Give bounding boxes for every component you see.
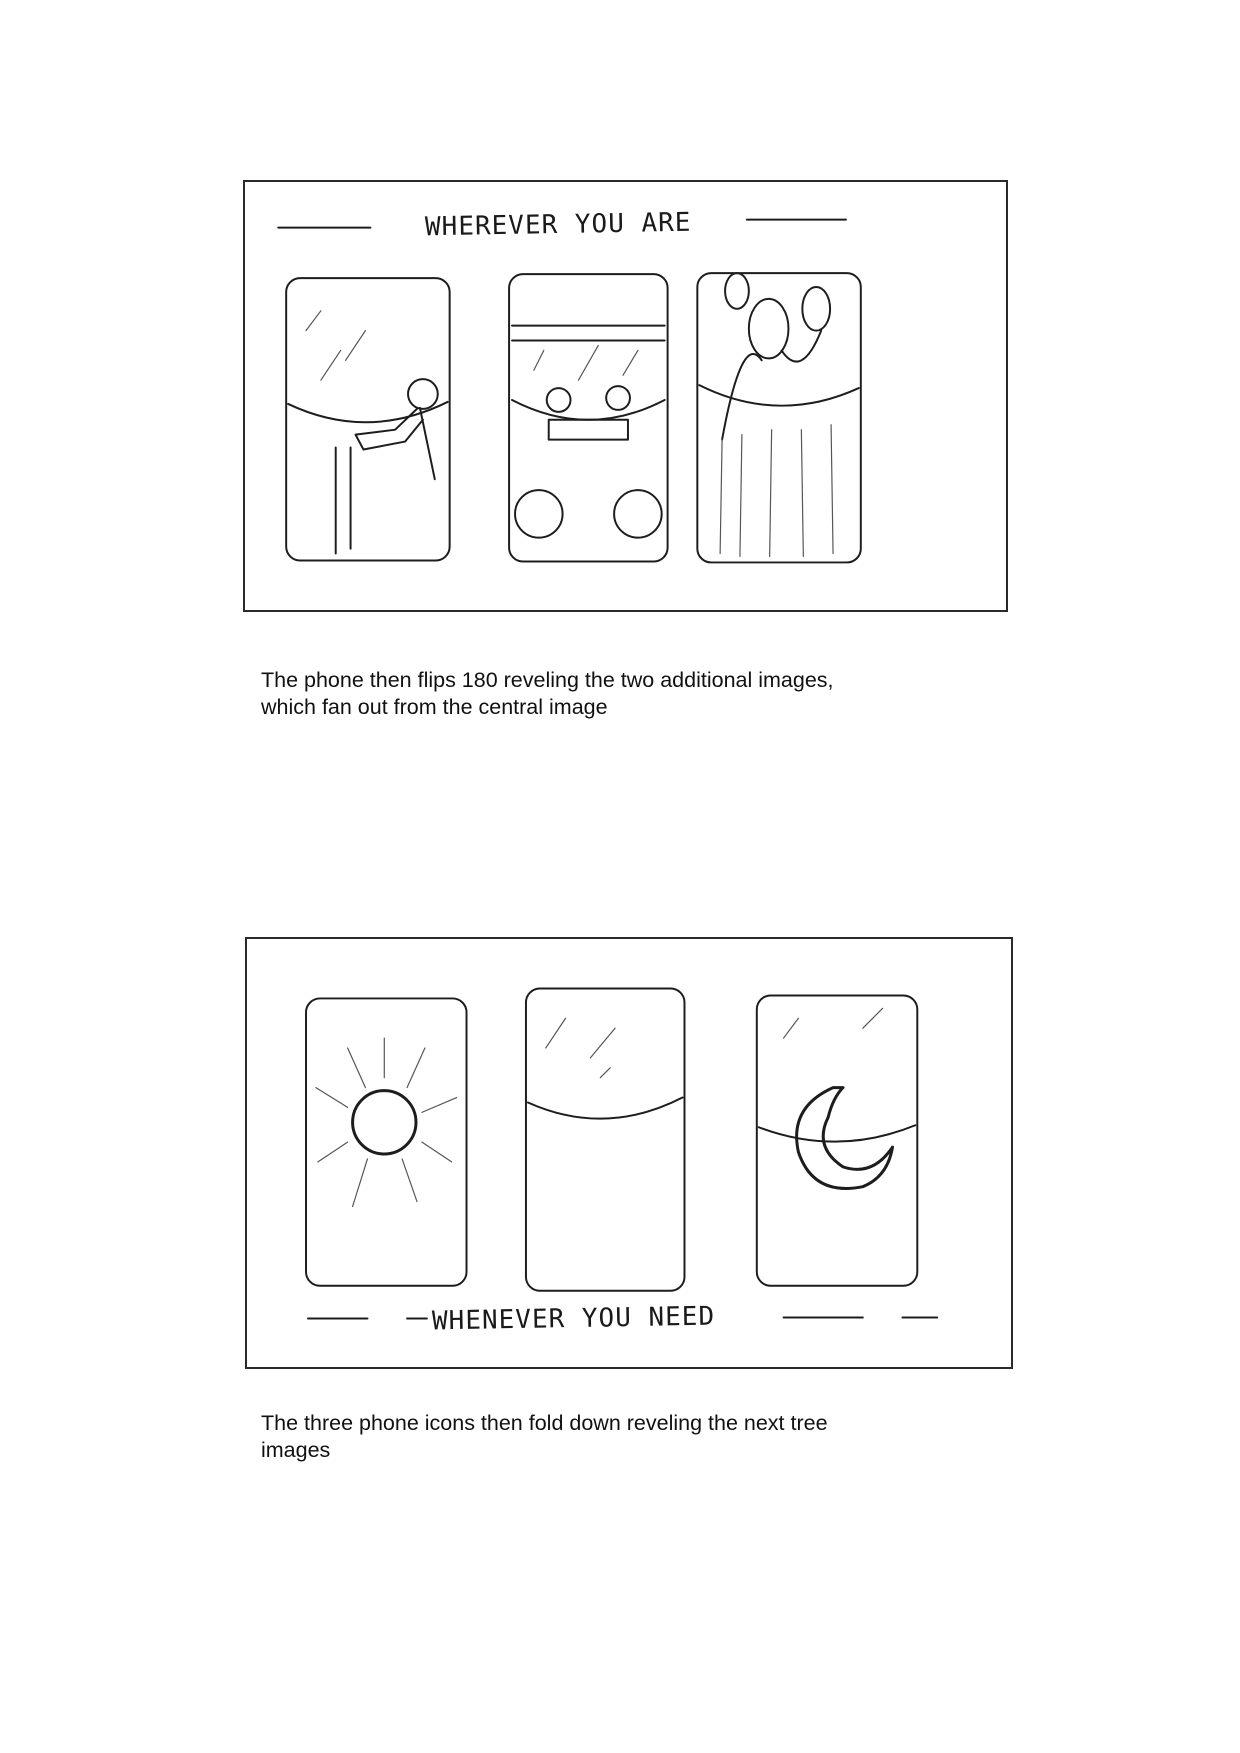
- phone-with-moon: [757, 995, 918, 1285]
- phone-with-two-people: [697, 273, 860, 562]
- panel-1-caption: [261, 667, 1001, 721]
- panel-2-heading: WHENEVER YOU NEED: [431, 1301, 716, 1337]
- phone-with-sun: [306, 998, 467, 1285]
- phone-with-car-interior: [509, 274, 668, 561]
- caption-1-line-1: The phone then flips 180 reveling the two additional images,: [261, 668, 834, 692]
- storyboard-panel-2: [245, 937, 1013, 1369]
- phone-blank: [526, 989, 685, 1291]
- caption-2-line-1: The three phone icons then fold down reveling the next tree: [261, 1411, 828, 1435]
- panel-1-sketch: [245, 182, 1006, 610]
- panel-1-heading: WHEREVER YOU ARE: [424, 207, 692, 243]
- panel-2-caption: [261, 1410, 1001, 1464]
- caption-2-line-2: images: [261, 1438, 331, 1462]
- caption-1-line-2: which fan out from the central image: [261, 695, 608, 719]
- phone-with-person-on-swing: [286, 278, 449, 560]
- storyboard-panel-1: [243, 180, 1008, 612]
